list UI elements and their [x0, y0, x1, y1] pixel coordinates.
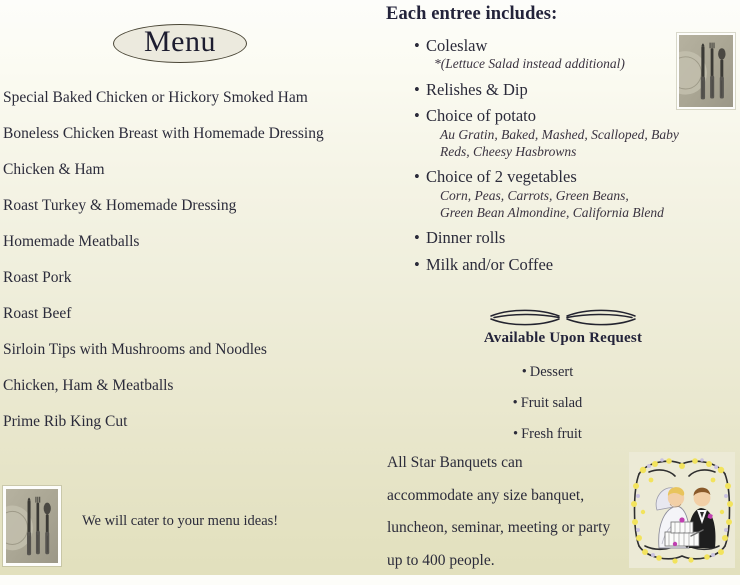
- includes-item-main: [414, 106, 740, 125]
- available-upon-request-list: [386, 364, 706, 457]
- includes-heading: Each entree includes:: [386, 4, 558, 24]
- closing-paragraph: [387, 455, 639, 585]
- entree-item: Homemade Meatballs: [3, 233, 140, 250]
- entree-item: Boneless Chicken Breast with Homemade Dressing: [3, 125, 324, 142]
- includes-item-label: Coleslaw: [426, 36, 488, 55]
- entree-item: Special Baked Chicken or Hickory Smoked Ham: [3, 89, 308, 106]
- entree-list: [3, 90, 375, 450]
- includes-item-note: Au Gratin, Baked, Mashed, Scalloped, Baby: [440, 126, 679, 142]
- includes-item-label: Choice of 2 vegetables: [426, 167, 577, 187]
- closing-line: All Star Banquets can: [387, 454, 523, 471]
- entree-item: Roast Beef: [3, 305, 72, 322]
- menu-title-oval: [113, 24, 247, 63]
- includes-item-note: *(Lettuce Salad instead additional): [434, 56, 625, 72]
- available-item: [386, 364, 706, 381]
- entree-item: Roast Pork: [3, 269, 72, 286]
- available-item-label: Fruit salad: [520, 395, 583, 411]
- entree-item: Prime Rib King Cut: [3, 413, 128, 430]
- closing-line: luncheon, seminar, meeting or party: [387, 519, 611, 536]
- entree-item: Chicken, Ham & Meatballs: [3, 377, 174, 394]
- entree-item: Sirloin Tips with Mushrooms and Noodles: [3, 341, 267, 358]
- includes-item-label: Milk and/or Coffee: [426, 254, 554, 274]
- bullet-icon: •: [414, 254, 420, 274]
- includes-item-main: [414, 255, 740, 274]
- page-title: Menu: [144, 25, 216, 58]
- bullet-icon: •: [512, 395, 518, 411]
- includes-item: [414, 255, 740, 274]
- place-setting-photo-icon: [6, 489, 58, 563]
- section-divider-ornament-container: [386, 307, 740, 347]
- bullet-icon: •: [513, 426, 519, 442]
- includes-item: [414, 106, 740, 160]
- bullet-icon: •: [414, 79, 420, 99]
- includes-item-note: Green Bean Almondine, California Blend: [440, 204, 664, 220]
- bullet-icon: •: [414, 106, 420, 126]
- place-setting-photo-icon: [679, 35, 733, 107]
- bullet-icon: •: [414, 167, 420, 187]
- entree-item: Roast Turkey & Homemade Dressing: [3, 197, 237, 214]
- closing-line: up to 400 people.: [387, 551, 495, 569]
- includes-item: [414, 228, 740, 247]
- available-upon-request-title: Available Upon Request: [483, 330, 643, 346]
- includes-item-label: Relishes & Dip: [426, 79, 528, 99]
- bullet-icon: •: [414, 228, 420, 248]
- available-item-label: Fresh fruit: [521, 426, 582, 442]
- includes-item-main: [414, 167, 740, 186]
- includes-item-main: [414, 228, 740, 247]
- wedding-couple-illustration-icon: [629, 452, 735, 568]
- catering-note-text: We will cater to your menu ideas!: [82, 513, 279, 529]
- place-setting-photo-frame-right: [677, 33, 735, 109]
- bullet-icon: •: [414, 36, 420, 55]
- available-item-label: Dessert: [529, 364, 574, 380]
- includes-item-note: Corn, Peas, Carrots, Green Beans,: [440, 187, 629, 203]
- bullet-icon: •: [521, 364, 527, 380]
- entree-item: Chicken & Ham: [3, 161, 105, 178]
- includes-item: [414, 167, 740, 221]
- place-setting-photo-frame-left: [3, 486, 61, 566]
- includes-item-note: Reds, Cheesy Hasbrowns: [440, 143, 577, 159]
- available-item: [386, 426, 706, 443]
- includes-item-label: Choice of potato: [426, 106, 536, 126]
- menu-title-container: [0, 24, 360, 63]
- flourish-divider-icon: [485, 307, 641, 329]
- closing-line: accommodate any size banquet,: [387, 486, 585, 504]
- catering-note-block: [0, 486, 378, 572]
- includes-item-label: Dinner rolls: [426, 228, 506, 248]
- available-item: [386, 395, 706, 412]
